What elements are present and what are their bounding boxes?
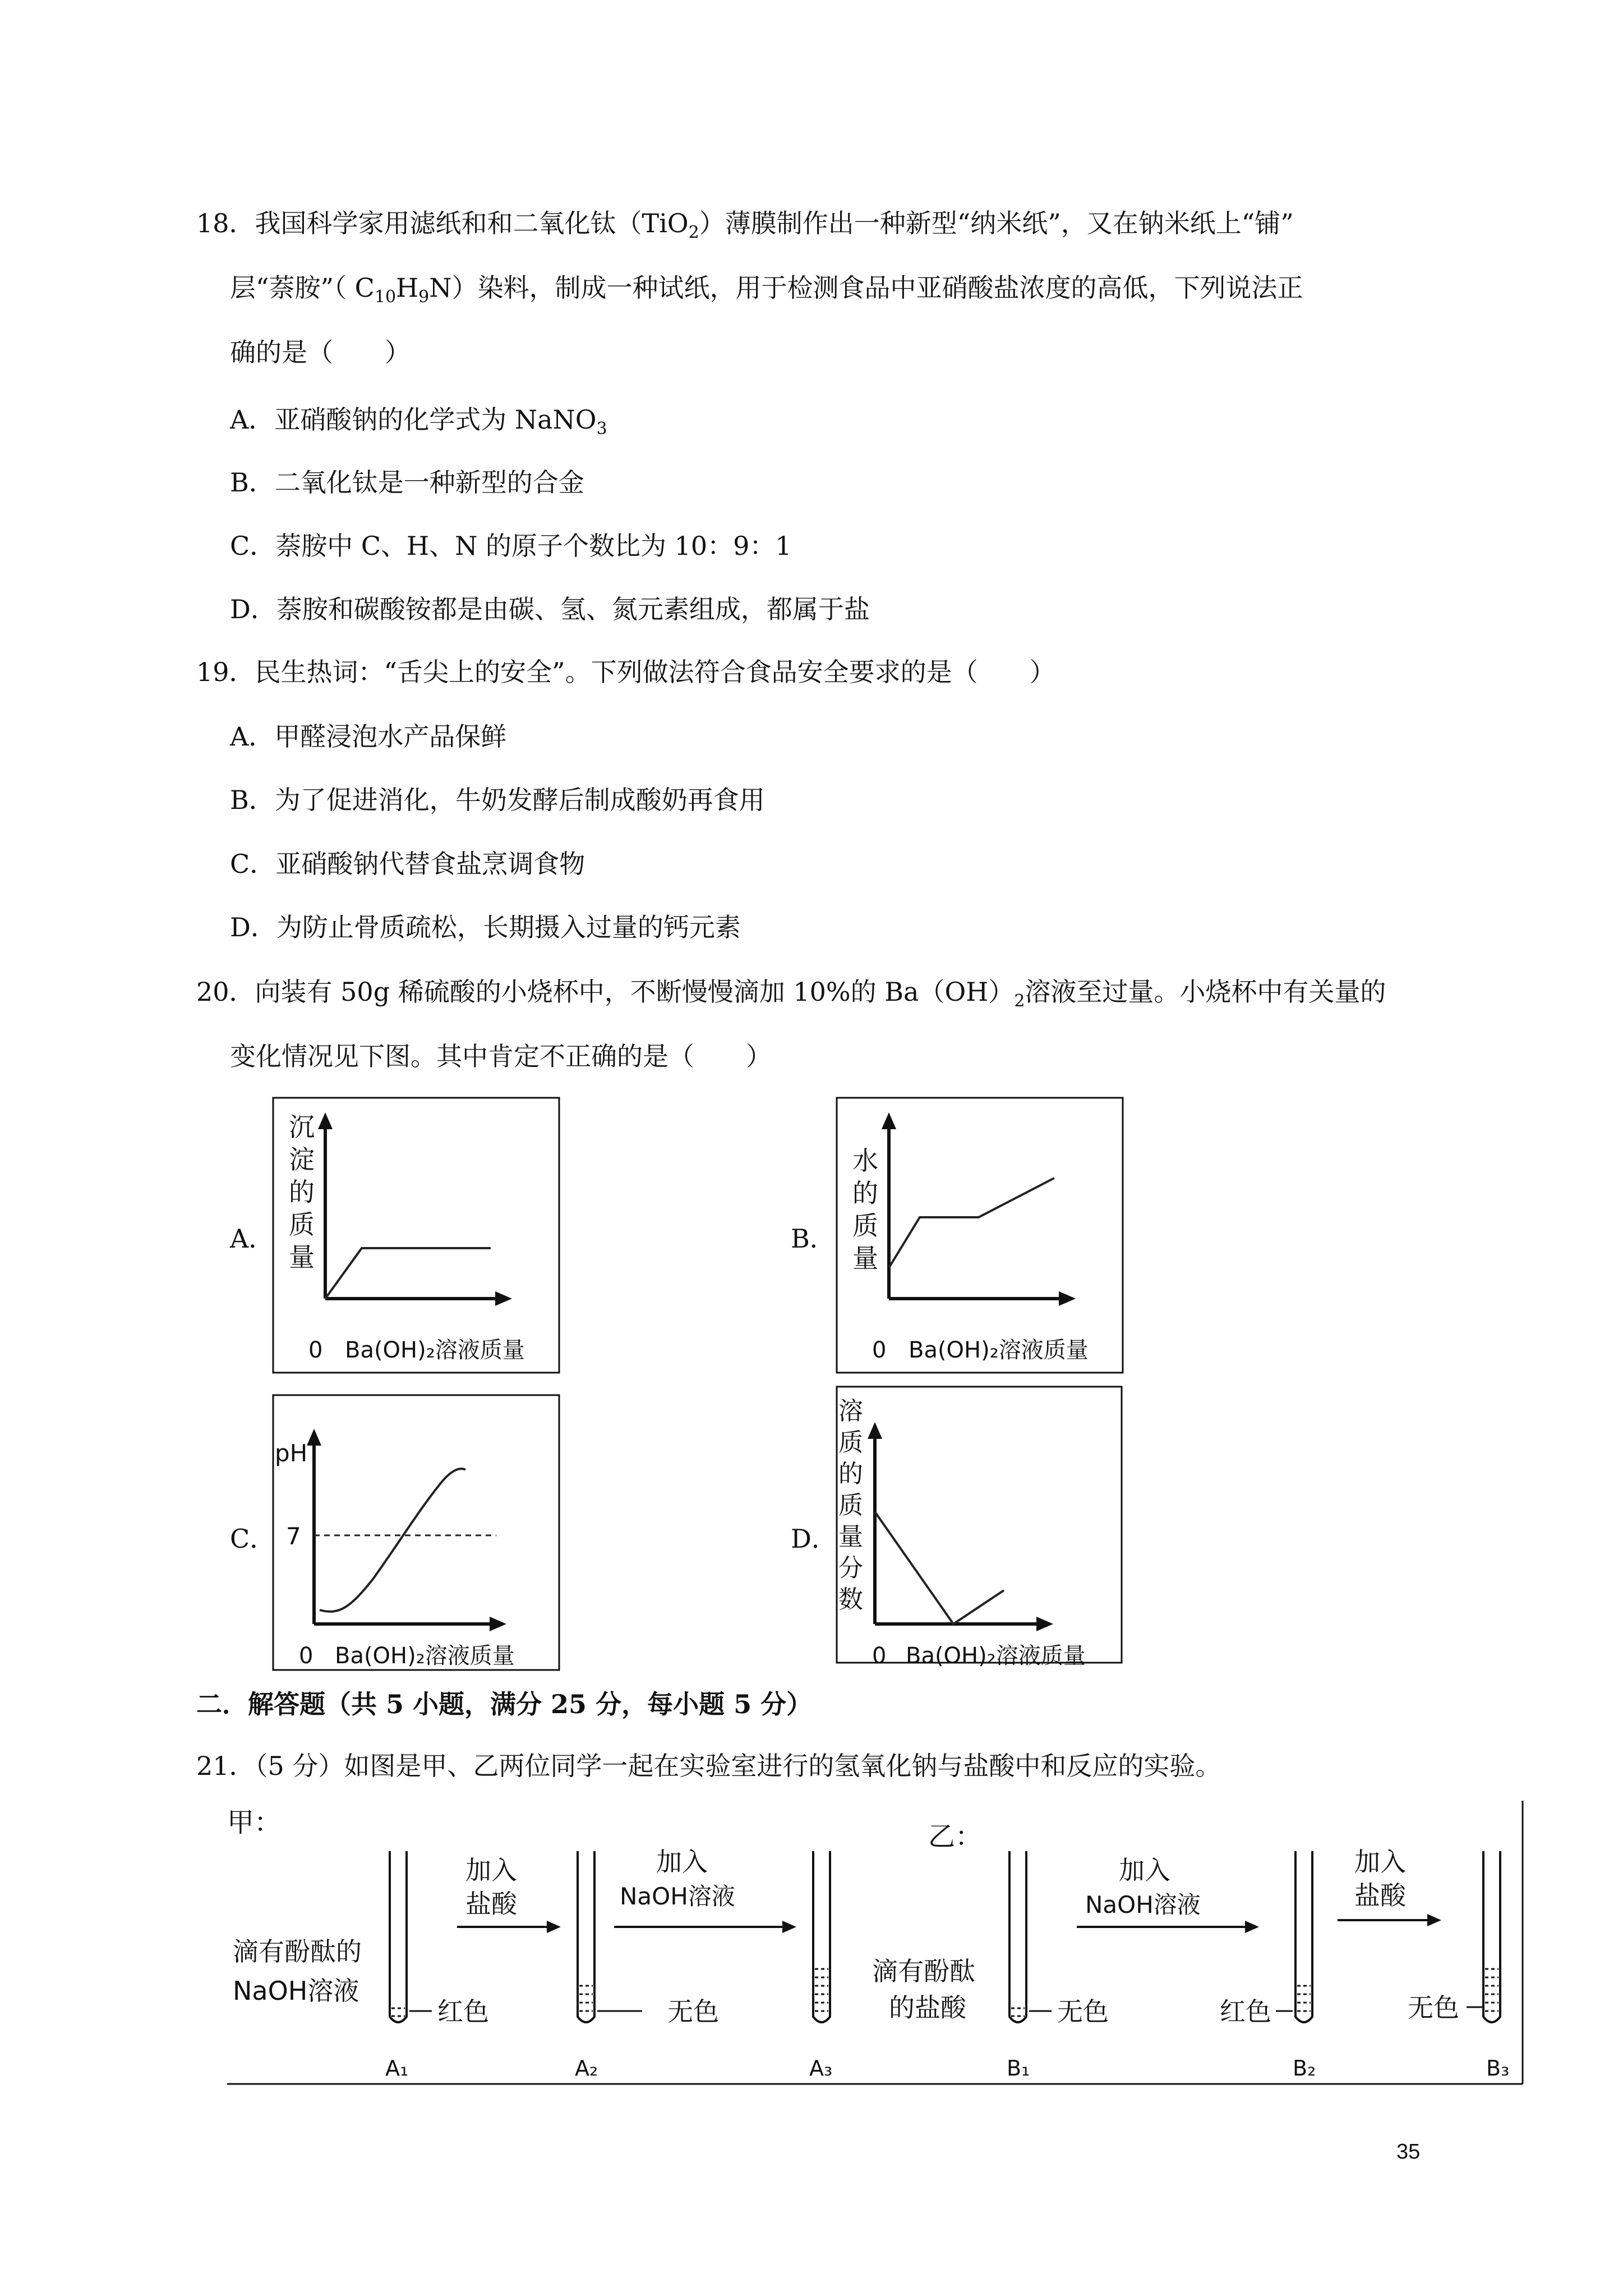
yi-arrow2-head [1427, 1914, 1441, 1926]
yi-add1-line2: NaOH溶液 [1085, 1891, 1201, 1918]
jia-add1-line1: 加入 [465, 1855, 517, 1885]
graph-a-y-arrow [318, 1112, 333, 1129]
yi-arrow1-head [1245, 1921, 1259, 1933]
jia-start-label-1: 滴有酚酞的 [233, 1936, 362, 1967]
graph-d-x-arrow [1036, 1617, 1053, 1631]
test-tube-a1 [390, 1851, 407, 2022]
q19-option-c: C．亚硝酸钠代替食盐烹调食物 [230, 849, 585, 879]
b3-color-colorless: 无色 [1408, 1993, 1459, 2023]
q19-stem: 19．民生热词：“舌尖上的安全”。下列做法符合食品安全要求的是（ ） [196, 657, 1055, 687]
graph-d-ylabel-6: 分 [838, 1554, 863, 1582]
jia-add2-line1: 加入 [656, 1847, 708, 1877]
q18-line1: 18．我国科学家用滤纸和和二氧化钛（TiO$_2$）薄膜制作出一种新型“纳米纸”，又在钠米纸上“铺” [196, 208, 1294, 242]
graph-b [836, 1097, 1127, 1377]
b1-color-colorless: 无色 [1057, 1996, 1109, 2027]
graph-d-xlabel: Ba(OH)₂溶液质量 [906, 1643, 1086, 1669]
q19-option-d: D．为防止骨质疏松，长期摄入过量的钙元素 [230, 912, 741, 942]
yi-label: 乙： [928, 1821, 983, 1852]
graph-d-frame [837, 1387, 1122, 1663]
graph-b-ylabel-3: 质 [852, 1211, 878, 1241]
q18-line2: 层“萘胺”（ $C_{10}H_9N$）染料，制成一种试纸，用于检测食品中亚硝酸盐浓度的高低，下列说法正 [230, 273, 1303, 307]
graph-d-ylabel-7: 数 [838, 1585, 863, 1614]
a1-label: A₁ [385, 2056, 409, 2081]
test-tube-a3 [813, 1851, 830, 2022]
graph-d-ylabel-5: 量 [838, 1522, 863, 1551]
graph-d-ylabel-1: 溶 [838, 1397, 863, 1425]
q18-option-b: B．二氧化钛是一种新型的合金 [230, 467, 584, 498]
q20-line2: 变化情况见下图。其中肯定不正确的是（ ） [230, 1041, 772, 1071]
yi-add2-line1: 加入 [1354, 1847, 1406, 1877]
graph-a-ylabel-2: 淀 [289, 1144, 315, 1175]
graph-a-xlabel: Ba(OH)₂溶液质量 [345, 1337, 525, 1363]
graph-b-xlabel: Ba(OH)₂溶液质量 [909, 1337, 1089, 1363]
graph-c [272, 1394, 564, 1674]
jia-add1-line2: 盐酸 [465, 1889, 517, 1919]
graph-d-ylabel-4: 质 [838, 1491, 863, 1520]
graph-b-y-arrow [882, 1112, 896, 1129]
graph-c-y-arrow [307, 1429, 321, 1446]
graph-a-ylabel-4: 质 [289, 1209, 315, 1240]
q19-option-b: B．为了促进消化，牛奶发酵后制成酸奶再食用 [230, 785, 765, 815]
q20-graph-d-label: D． [791, 1524, 837, 1554]
graph-a-frame [273, 1098, 559, 1373]
a2-label: A₂ [575, 2056, 598, 2081]
graph-d-curve [875, 1512, 1004, 1624]
graph-a-x-arrow [495, 1291, 512, 1306]
test-tube-b1 [1009, 1851, 1026, 2022]
graph-b-ylabel-4: 量 [852, 1243, 878, 1273]
yi-add2-line2: 盐酸 [1354, 1880, 1406, 1911]
q19-option-a: A．甲醛浸泡水产品保鲜 [230, 721, 507, 752]
jia-label: 甲： [227, 1807, 282, 1838]
graph-c-xlabel: Ba(OH)₂溶液质量 [335, 1643, 515, 1669]
yi-start-label-2: 的盐酸 [889, 1993, 966, 2023]
graph-d-ylabel-3: 的 [838, 1460, 863, 1488]
yi-add1-line1: 加入 [1119, 1855, 1170, 1885]
a2-color-colorless: 无色 [667, 1996, 719, 2027]
jia-arrow2-head [782, 1921, 796, 1933]
graph-a-ylabel-5: 量 [289, 1242, 315, 1272]
b2-color-red: 红色 [1220, 1996, 1271, 2027]
q18-option-d: D．萘胺和碳酸铵都是由碳、氢、氮元素组成，都属于盐 [230, 594, 870, 624]
graph-c-tick-7: 7 [286, 1522, 301, 1550]
graph-d-origin: 0 [872, 1643, 887, 1669]
q20-graph-b-label: B． [791, 1223, 836, 1254]
graph-b-origin: 0 [872, 1337, 887, 1363]
graph-d [830, 1386, 1127, 1677]
graph-b-ylabel-1: 水 [852, 1145, 878, 1176]
jia-add2-line2: NaOH溶液 [620, 1883, 735, 1910]
b1-label: B₁ [1007, 2056, 1030, 2081]
a3-label: A₃ [809, 2056, 833, 2081]
graph-a-ylabel-3: 的 [289, 1177, 315, 1207]
graph-c-origin: 0 [299, 1643, 313, 1669]
graph-c-ylabel: pH [275, 1439, 308, 1467]
section-2-heading: 二．解答题（共 5 小题，满分 25 分，每小题 5 分） [196, 1689, 813, 1719]
yi-start-label-1: 滴有酚酞 [872, 1956, 975, 1986]
jia-start-label-2: NaOH溶液 [233, 1976, 359, 2006]
q21-experiment-figure [227, 1801, 1528, 2098]
q21-stem: 21．（5 分）如图是甲、乙两位同学一起在实验室进行的氢氧化钠与盐酸中和反应的实验。 [196, 1751, 1221, 1781]
test-tube-a2 [578, 1851, 594, 2022]
graph-a-curve [325, 1248, 491, 1299]
graph-b-ylabel-2: 的 [852, 1178, 878, 1208]
b2-label: B₂ [1293, 2056, 1316, 2081]
q18-option-c: C．萘胺中 C、H、N 的原子个数比为 10：9：1 [230, 531, 792, 561]
graph-c-x-arrow [490, 1617, 506, 1631]
test-tube-b2 [1295, 1851, 1312, 2022]
q20-graph-c-label: C． [230, 1524, 276, 1554]
graph-a-origin: 0 [308, 1337, 323, 1363]
jia-arrow1-head [547, 1921, 561, 1933]
a1-color-red: 红色 [437, 1996, 489, 2027]
q20-line1: 20．向装有 50g 稀硫酸的小烧杯中，不断慢慢滴加 10%的 $Ba(OH)_2$溶液至过量。小烧杯中有关量的 [196, 977, 1386, 1011]
q18-line3: 确的是（ ） [230, 337, 411, 367]
page-number: 35 [1396, 2140, 1421, 2164]
graph-b-frame [837, 1098, 1123, 1373]
graph-c-curve [320, 1469, 465, 1612]
graph-a [272, 1097, 564, 1377]
b3-label: B₃ [1486, 2056, 1510, 2081]
graph-d-y-arrow [868, 1422, 882, 1439]
q20-graph-a-label: A． [230, 1223, 275, 1254]
q18-option-a: A．亚硝酸钠的化学式为 NaNO$_3$ [230, 404, 607, 439]
graph-b-curve [889, 1178, 1054, 1268]
graph-d-ylabel-2: 质 [838, 1428, 863, 1457]
graph-a-ylabel-1: 沉 [289, 1112, 315, 1142]
graph-b-x-arrow [1059, 1291, 1076, 1306]
test-tube-b3 [1483, 1851, 1500, 2022]
